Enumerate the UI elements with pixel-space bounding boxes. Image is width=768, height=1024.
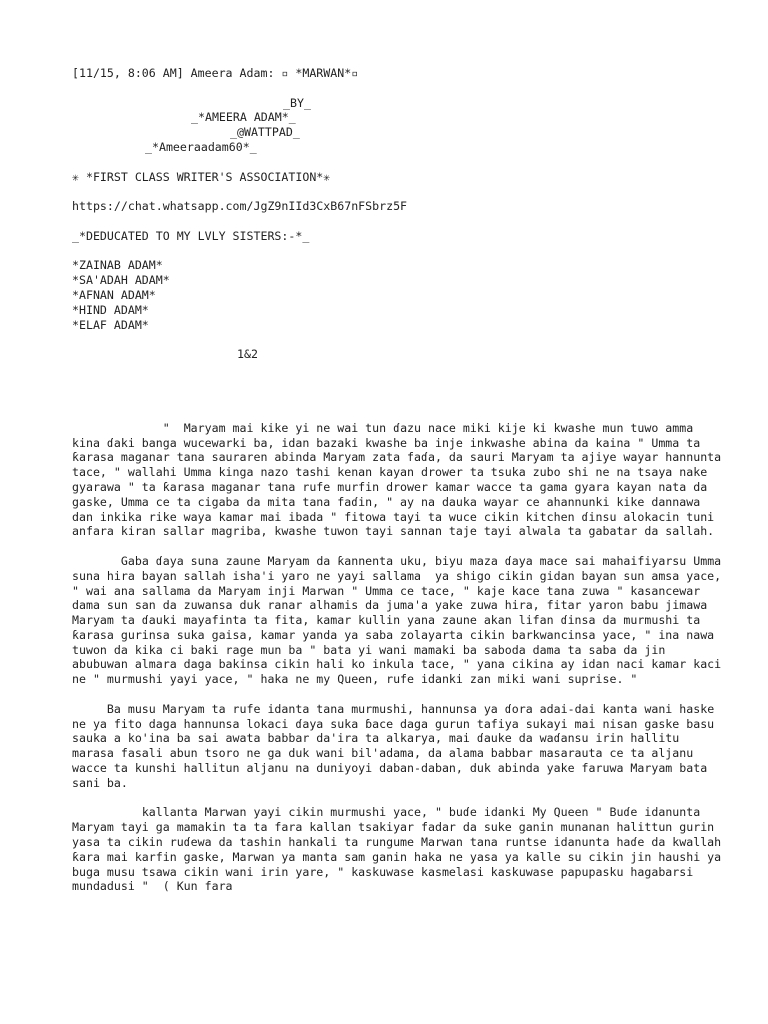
dedication-name: *SA'ADAH ADAM*: [72, 273, 170, 288]
handle-line: _*Ameeraadam60*_: [145, 139, 257, 154]
dedication-name: *ELAF ADAM*: [72, 317, 149, 332]
story-paragraph: " Maryam mai kike yi ne wai tun ɗazu nace miki kije ki kwashe mun tuwo amma kina ɗaki banga wucewarki ba, idan bazaki kwashe ba inje inkwashe abina da kaina " Umma ta ƙarasa maganar tana sauraren abinda Maryam zata faɗa, da sauri Maryam ta ajiye wayar hannunta tace, " wallahi Umma kinga nazo tashi kenan kayan drower ta tsuka zubo shi ne na tsaya nake gyarawa " ta ƙarasa maganar tana rufe murfin drower kamar wacce ta gama gyara kayan nata da gaske, Umma ce ta cigaba da mita tana faɗin, " ay na dauka wayar ce ahannunki kike dannawa dan inkika rike waya kamar mai ibada " fitowa tayi ta wuce cikin kitchen ɗinsu alokacin tuni anfara kiran sallar magriba, kwashe tuwon tayi sannan taje tayi alwala ta gabatar da sallah.: [72, 420, 729, 539]
dedication-name: *ZAINAB ADAM*: [72, 258, 163, 273]
dedication-title: _*DEDUCATED TO MY LVLY SISTERS:-*_: [72, 228, 310, 243]
chapter-number: 1&2: [237, 347, 258, 362]
story-paragraph: kallanta Marwan yayi cikin murmushi yace, " buɗe idanki My Queen " Buɗe idanunta Maryam tayi ga mamakin ta ta fara kallan tsakiyar fadar da suke ganin munanan halittun gurin yasa ta cikin ruɗewa da tashin hankali ta rungume Marwan tana runtse idanunta haɗe da kwallah ƙara mai karfin gaske, Marwan ya manta sam ganin haka ne yasa ya kalle su cikin jin haushi ya buga musu tsawa cikin wani irin yare, " kaskuwase kasmelasi kaskuwase papupasku hagabarsi mundadusi " ( Kun fara: [72, 805, 729, 894]
association-line: ✳ *FIRST CLASS WRITER'S ASSOCIATION*✳: [72, 169, 331, 184]
timestamp-line: [11/15, 8:06 AM] Ameera Adam: ▫ *MARWAN*▫: [72, 66, 359, 80]
whatsapp-link[interactable]: https://chat.whatsapp.com/JgZ9nIId3CxB67nFSbrz5F: [72, 199, 408, 214]
by-line: _BY_: [283, 95, 311, 110]
story-paragraph: Gaba ɗaya suna zaune Maryam da ƙannenta uku, biyu maza ɗaya mace sai mahaifiyarsu Umma suna hira bayan sallah isha'i yaro ne yayi sallama ya shigo cikin gidan bayan sun amsa yace, " wai ana sallama da Maryam inji Marwan " Umma ce tace, " kaje kace tana zuwa " kasancewar dama sun san da zuwansa duk ranar alhamis da juma'a yake zuwa hira, fitar yaron babu jimawa Maryam ta ɗauki mayafinta ta fita, kamar kullin yana zaune akan lifan ɗinsa da murmushi ta ƙarasa gurinsa suka gaisa, kamar yanda ya saba zolayarta cikin barkwancinsa yace, " ina nawa tuwon da kika ci baki rage mun ba " bata yi wani mamaki ba saboda dama ta saba da jin abubuwan almara daga bakinsa cikin hali ko inkula tace, " yana cikina ay idan naci kamar kaci ne " murmushi yayi yace, " haka ne my Queen, rufe idanki zan miki wani suprise. ": [72, 553, 729, 687]
wattpad-line: _@WATTPAD_: [230, 125, 300, 140]
dedication-name: *AFNAN ADAM*: [72, 287, 156, 302]
author-line: _*AMEERA ADAM*_: [191, 110, 296, 125]
dedication-name: *HIND ADAM*: [72, 302, 149, 317]
story-paragraph: Ba musu Maryam ta rufe idanta tana murmushi, hannunsa ya ɗora adai-dai kanta wani haske ne ya fito daga hannunsa lokaci ɗaya suka ɓace daga gurun tafiya sukayi mai nisan gaske basu sauka a ko'ina ba sai awata babbar da'ira ta alkarya, mai ɗauke da waɗansu irin hallitu marasa fasali abun tsoro ne ga duk wani bil'adama, da alama babbar masarauta ce ta aljanu wacce ta kunshi hallitun aljanu na duniyoyi daban-daban, duk abinda yake faruwa Maryam bata sani ba.: [72, 701, 722, 790]
